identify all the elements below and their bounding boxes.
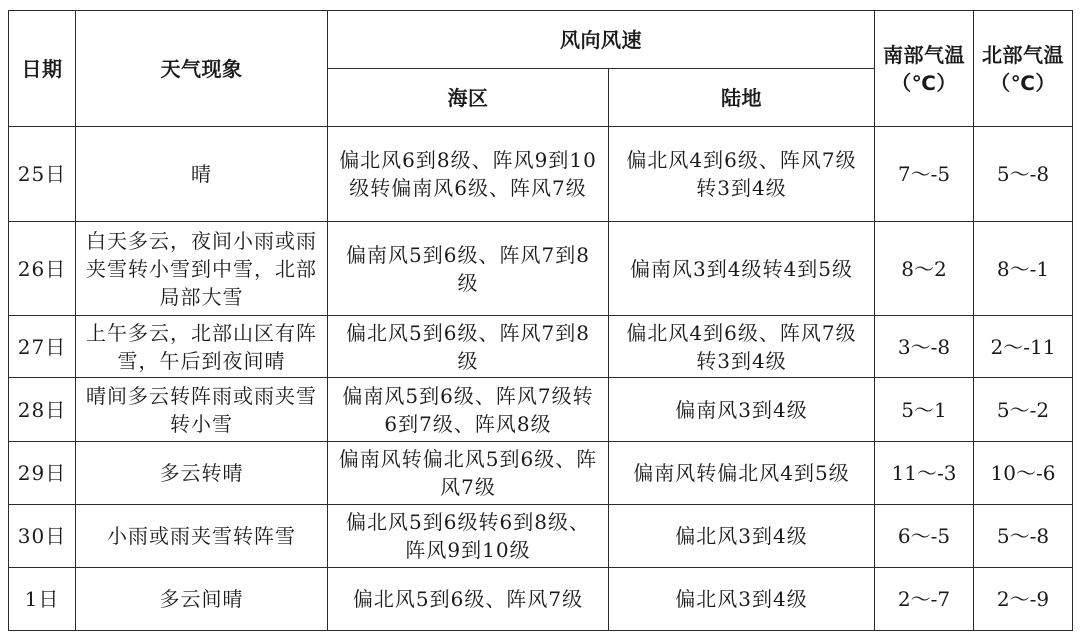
south-temp-cell: 5～1: [875, 378, 974, 442]
date-cell: 29日: [9, 442, 76, 505]
sea-wind-cell: 偏南风5到6级、阵风7到8级: [328, 222, 609, 316]
table-row: [9, 222, 1073, 316]
weather-cell: 晴间多云转阵雨或雨夹雪转小雪: [76, 378, 328, 442]
weather-cell: 白天多云，夜间小雨或雨夹雪转小雪到中雪，北部局部大雪: [76, 222, 328, 316]
land-wind-cell: 偏北风4到6级、阵风7级转3到4级: [609, 316, 875, 378]
south-temp-cell: 6～-5: [875, 505, 974, 568]
header-north-temp: 北部气温（℃）: [974, 11, 1073, 127]
land-wind-cell: 偏北风3到4级: [609, 505, 875, 568]
north-temp-cell: 10～-6: [974, 442, 1073, 505]
south-temp-cell: 7～-5: [875, 127, 974, 222]
north-temp-cell: 2～-9: [974, 568, 1073, 631]
sea-wind-cell: 偏北风6到8级、阵风9到10级转偏南风6级、阵风7级: [328, 127, 609, 222]
land-wind-cell: 偏南风3到4级: [609, 378, 875, 442]
sea-wind-cell: 偏南风5到6级、阵风7级转6到7级、阵风8级: [328, 378, 609, 442]
weather-cell: 多云间晴: [76, 568, 328, 631]
header-wind: 风向风速: [328, 11, 875, 69]
weather-forecast-table: [8, 10, 1073, 631]
date-cell: 26日: [9, 222, 76, 316]
south-temp-cell: 2～-7: [875, 568, 974, 631]
weather-cell: 晴: [76, 127, 328, 222]
weather-cell: 小雨或雨夹雪转阵雪: [76, 505, 328, 568]
table-row: [9, 505, 1073, 568]
land-wind-cell: 偏南风3到4级转4到5级: [609, 222, 875, 316]
north-temp-cell: 2～-11: [974, 316, 1073, 378]
date-cell: 27日: [9, 316, 76, 378]
south-temp-cell: 3～-8: [875, 316, 974, 378]
table-row: [9, 127, 1073, 222]
weather-cell: 上午多云，北部山区有阵雪，午后到夜间晴: [76, 316, 328, 378]
land-wind-cell: 偏北风3到4级: [609, 568, 875, 631]
land-wind-cell: 偏北风4到6级、阵风7级转3到4级: [609, 127, 875, 222]
weather-cell: 多云转晴: [76, 442, 328, 505]
header-land: 陆地: [609, 69, 875, 127]
date-cell: 30日: [9, 505, 76, 568]
date-cell: 25日: [9, 127, 76, 222]
sea-wind-cell: 偏北风5到6级、阵风7级: [328, 568, 609, 631]
north-temp-cell: 5～-8: [974, 127, 1073, 222]
date-cell: 28日: [9, 378, 76, 442]
table-row: [9, 316, 1073, 378]
land-wind-cell: 偏南风转偏北风4到5级: [609, 442, 875, 505]
sea-wind-cell: 偏南风转偏北风5到6级、阵风7级: [328, 442, 609, 505]
table-row: [9, 568, 1073, 631]
header-date: 日期: [9, 11, 76, 127]
header-sea: 海区: [328, 69, 609, 127]
south-temp-cell: 8～2: [875, 222, 974, 316]
header-row-top: [9, 11, 1073, 69]
header-south-temp: 南部气温（℃）: [875, 11, 974, 127]
table-row: [9, 442, 1073, 505]
sea-wind-cell: 偏北风5到6级、阵风7到8级: [328, 316, 609, 378]
date-cell: 1日: [9, 568, 76, 631]
south-temp-cell: 11～-3: [875, 442, 974, 505]
north-temp-cell: 5～-2: [974, 378, 1073, 442]
north-temp-cell: 5～-8: [974, 505, 1073, 568]
table-row: [9, 378, 1073, 442]
north-temp-cell: 8～-1: [974, 222, 1073, 316]
sea-wind-cell: 偏北风5到6级转6到8级、阵风9到10级: [328, 505, 609, 568]
forecast-table-wrapper: [8, 10, 1072, 631]
header-weather: 天气现象: [76, 11, 328, 127]
